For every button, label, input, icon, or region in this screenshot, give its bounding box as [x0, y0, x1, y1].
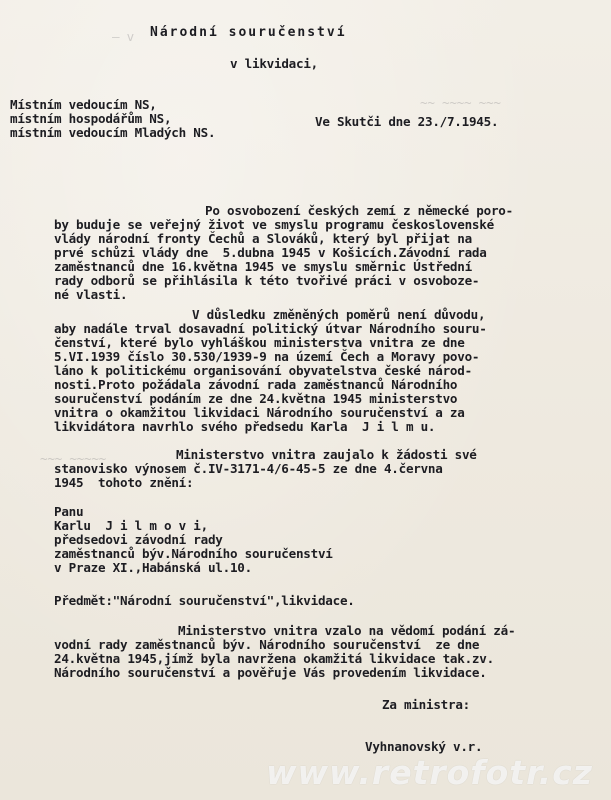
addressee-line: Karlu J i l m o v i, — [54, 518, 208, 533]
paragraph1-line: rady odborů se přihlásila k této tvořivé práci v osvoboze- — [54, 273, 480, 288]
paragraph1-line: Po osvobození českých zemí z německé poro- — [205, 203, 513, 218]
paragraph2-line: 5.VI.1939 číslo 30.530/1939-9 na území Čech a Moravy povo- — [54, 349, 480, 364]
bleed-through-mark: ~~ ~~~~ ~~~ — [420, 95, 501, 110]
paragraph1-line: zaměstnanců dne 16.května 1945 ve smyslu směrnic Ústřední — [54, 259, 472, 274]
signature-line: Vyhnanovský v.r. — [365, 739, 483, 754]
bleed-through-mark: ~~~ ~~~~~ — [40, 451, 106, 466]
paragraph4-line: Ministerstvo vnitra vzalo na vědomí podání zá- — [178, 623, 516, 638]
paragraph2-line: čenství, které bylo vyhláškou ministerstva vnitra ze dne — [54, 335, 465, 350]
place-date: Ve Skutči dne 23./7.1945. — [315, 114, 499, 129]
addressee-line: zaměstnanců býv.Národního souručenství — [54, 546, 333, 561]
paragraph2-line: likvidátora navrhlo svého předsedu Karla J i l m u. — [54, 419, 436, 434]
closing-line: Za ministra: — [382, 697, 470, 712]
paragraph2-line: vnitra o okamžitou likvidaci Národního souručenství a za — [54, 405, 465, 420]
paragraph2-line: V důsledku změněných poměrů není důvodu, — [192, 307, 486, 322]
bleed-through-mark: — v — [112, 29, 134, 44]
paragraph1-line: vlády národní fronty Čechů a Slováků, který byl přijat na — [54, 231, 472, 246]
paragraph1-line: prvé schůzi vlády dne 5.dubna 1945 v Košicích.Závodní rada — [54, 245, 487, 260]
watermark-text: www.retrofotr.cz — [266, 753, 593, 792]
recipient-line: místním vedoucím Mladých NS. — [10, 125, 216, 140]
document-title: Národní souručenství — [150, 25, 347, 40]
paragraph1-line: né vlasti. — [54, 287, 128, 302]
paragraph3-line: Ministerstvo vnitra zaujalo k žádosti své — [176, 447, 477, 462]
paragraph4-line: vodní rady zaměstnanců býv. Národního souručenství ze dne — [54, 637, 480, 652]
document-subtitle: v likvidaci, — [230, 56, 318, 71]
addressee-line: v Praze XI.,Habánská ul.10. — [54, 560, 252, 575]
paragraph4-line: Národního souručenství a pověřuje Vás provedením likvidace. — [54, 665, 487, 680]
paragraph2-line: nosti.Proto požádala závodní rada zaměstnanců Národního — [54, 377, 458, 392]
addressee-line: předsedovi závodní rady — [54, 532, 223, 547]
paragraph2-line: souručenství podáním ze dne 24.května 1945 ministerstvo — [54, 391, 458, 406]
paragraph1-line: by buduje se veřejný život ve smyslu programu československé — [54, 217, 494, 232]
recipient-line: Místním vedoucím NS, — [10, 97, 157, 112]
paragraph3-line: 1945 tohoto znění: — [54, 475, 194, 490]
paragraph3-line: stanovisko výnosem č.IV-3171-4/6-45-5 ze dne 4.června — [54, 461, 443, 476]
paragraph2-line: aby nadále trval dosavadní politický útvar Národního souru- — [54, 321, 487, 336]
paragraph4-line: 24.května 1945,jímž byla navržena okamžitá likvidace tak.zv. — [54, 651, 494, 666]
paragraph2-line: láno k politickému organisování obyvatelstva české národ- — [54, 363, 472, 378]
recipient-line: místním hospodářům NS, — [10, 111, 172, 126]
subject-line: Předmět:"Národní souručenství",likvidace. — [54, 593, 355, 608]
addressee-line: Panu — [54, 504, 84, 519]
